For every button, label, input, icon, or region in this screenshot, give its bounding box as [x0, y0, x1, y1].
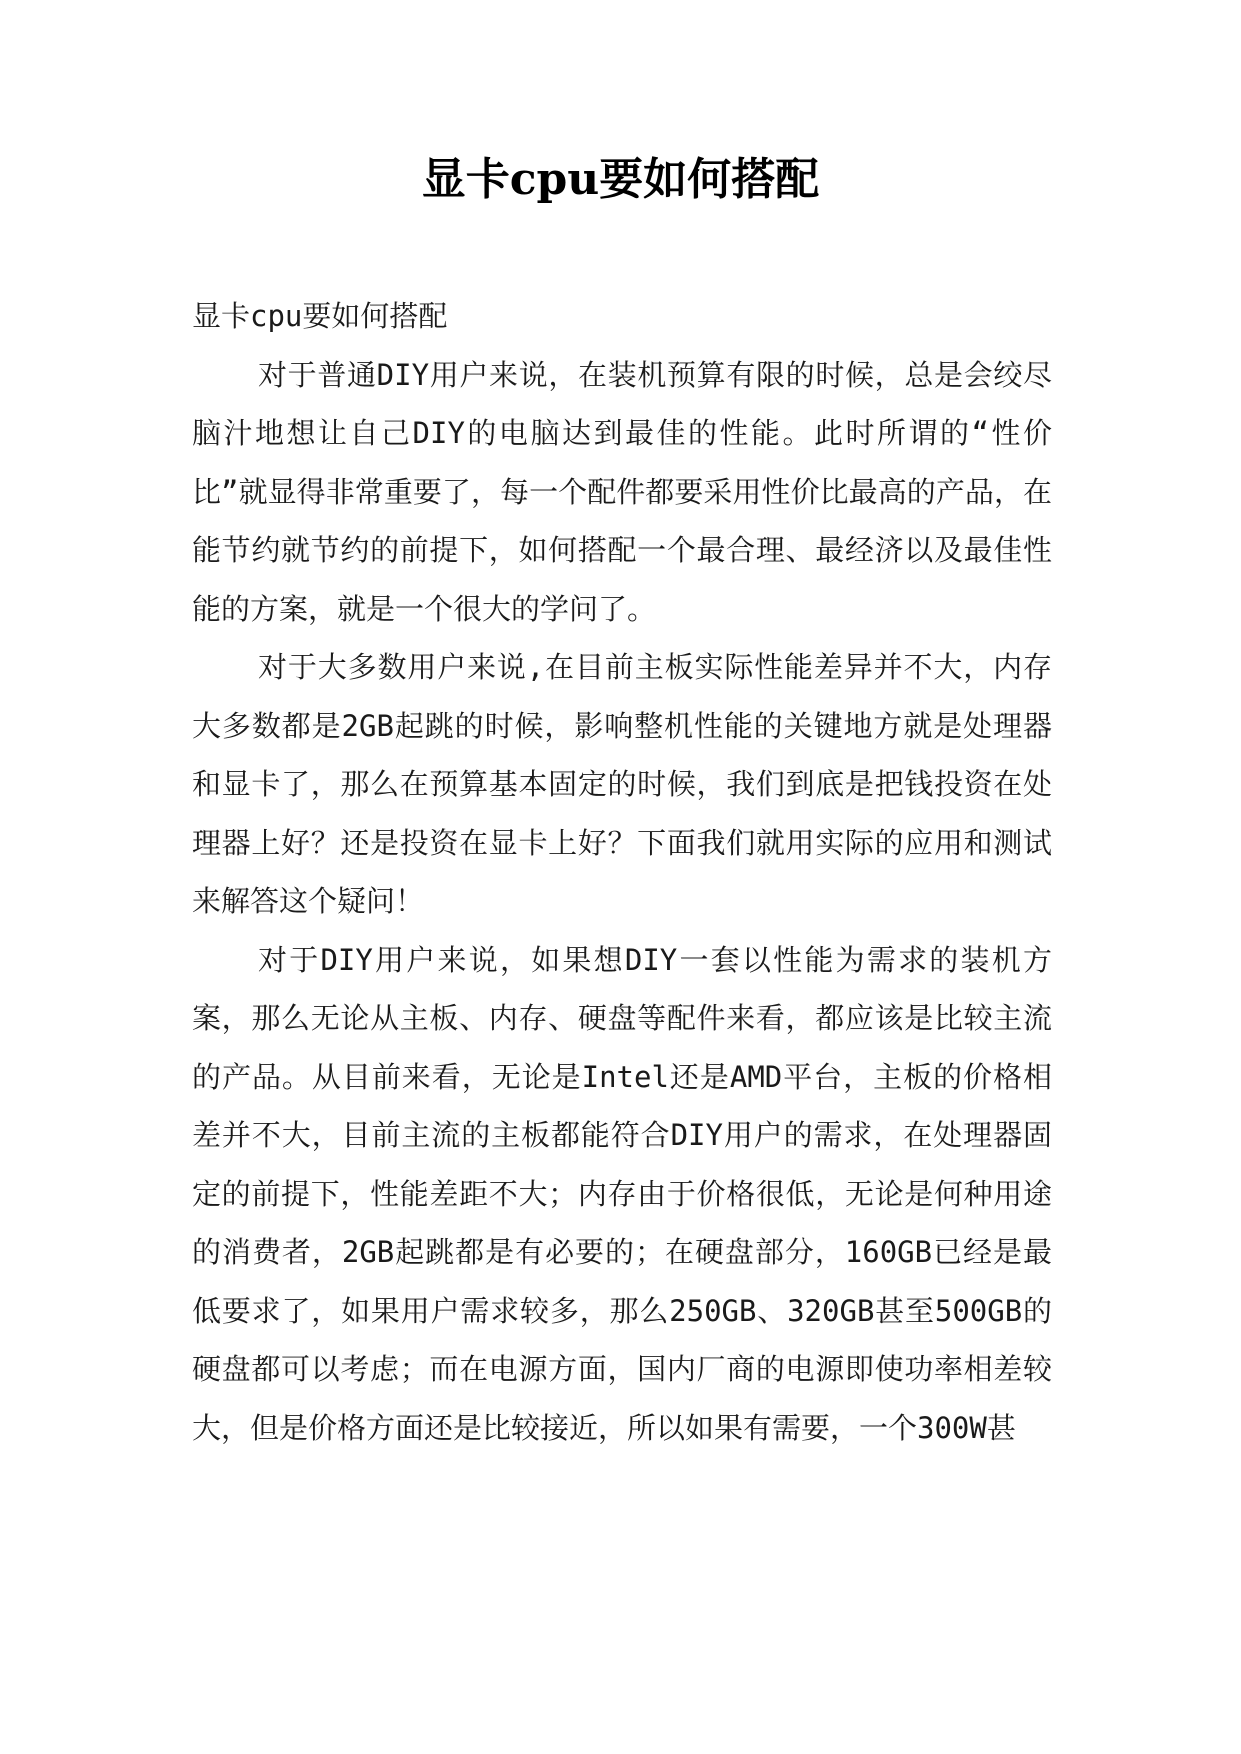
document-body [192, 287, 1052, 1457]
document-subtitle: 显卡cpu要如何搭配 [192, 299, 448, 333]
document-title: 显卡cpu要如何搭配 [421, 154, 820, 205]
paragraph-2: 对于大多数用户来说,在目前主板实际性能差异并不大，内存大多数都是2GB起跳的时候，影响整机性能的关键地方就是处理器和显卡了，那么在预算基本固定的时候，我们到底是把钱投资在处理器上好？还是投资在显卡上好？下面我们就用实际的应用和测试来解答这个疑问！ [192, 650, 1052, 918]
paragraph-3: 对于DIY用户来说，如果想DIY一套以性能为需求的装机方案，那么无论从主板、内存、硬盘等配件来看，都应该是比较主流的产品。从目前来看，无论是Intel还是AMD平台，主板的价格相差并不大，目前主流的主板都能符合DIY用户的需求，在处理器固定的前提下，性能差距不大；内存由于价格很低，无论是何种用途的消费者，2GB起跳都是有必要的；在硬盘部分，160GB已经是最低要求了，如果用户需求较多，那么250GB、320GB甚至500GB的硬盘都可以考虑；而在电源方面，国内厂商的电源即使功率相差较大，但是价格方面还是比较接近，所以如果有需要，一个300W甚 [192, 942, 1052, 1445]
paragraph-1: 对于普通DIY用户来说，在装机预算有限的时候，总是会绞尽脑汁地想让自己DIY的电脑达到最佳的性能。此时所谓的“性价比”就显得非常重要了，每一个配件都要采用性价比最高的产品，在能节约就节约的前提下，如何搭配一个最合理、最经济以及最佳性能的方案，就是一个很大的学问了。 [192, 357, 1052, 626]
